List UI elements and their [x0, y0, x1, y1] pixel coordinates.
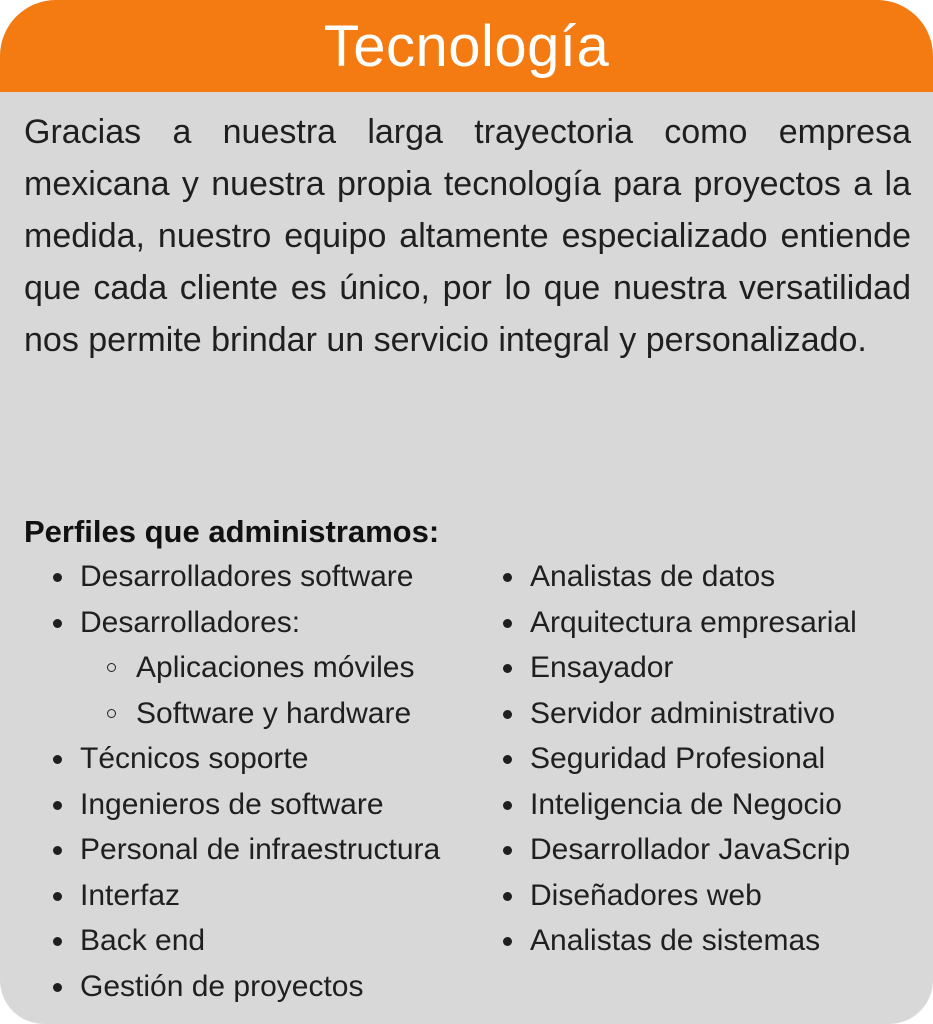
bullet-icon: [503, 846, 512, 855]
list-item-label: Ingenieros de software: [80, 787, 384, 821]
bullet-icon: [503, 892, 512, 901]
list-item-label: Diseñadores web: [530, 878, 762, 912]
sub-list-item: [49, 691, 440, 737]
list-item-label: Seguridad Profesional: [530, 742, 826, 775]
list-item-label: Servidor administrativo: [530, 696, 836, 730]
list-item-label: Analistas de datos: [530, 560, 776, 593]
hollow-bullet-icon: [107, 663, 116, 672]
list-item: [49, 918, 440, 964]
bullet-icon: [503, 801, 512, 810]
list-item: [499, 554, 857, 600]
list-item: [499, 918, 857, 964]
list-item: [49, 827, 440, 873]
list-item-label: Inteligencia de Negocio: [530, 787, 842, 821]
card-header: [0, 0, 933, 92]
list-item-label: Desarrolladores software: [80, 560, 414, 593]
list-item-label: Personal de infraestructura: [80, 833, 441, 866]
sub-list-item: [49, 645, 440, 691]
list-item: [499, 645, 857, 691]
bullet-icon: [53, 755, 62, 764]
list-item: [49, 736, 440, 782]
list-item: [499, 736, 857, 782]
list-item: [49, 600, 440, 646]
list-item-label: Desarrollador JavaScrip: [530, 833, 851, 866]
list-item: [49, 873, 440, 919]
list-item-label: Analistas de sistemas: [530, 924, 821, 957]
bullet-icon: [53, 983, 62, 992]
bullet-icon: [503, 710, 512, 719]
bullet-icon: [503, 937, 512, 946]
bullet-icon: [53, 846, 62, 855]
bullet-icon: [503, 573, 512, 582]
list-item-label: Software y hardware: [136, 696, 412, 730]
card-title: Tecnología: [323, 14, 610, 79]
list-item-label: Ensayador: [530, 651, 674, 684]
hollow-bullet-icon: [107, 709, 116, 718]
bullet-icon: [503, 664, 512, 673]
bullet-icon: [503, 619, 512, 628]
bullet-icon: [53, 892, 62, 901]
list-item-label: Arquitectura empresarial: [530, 605, 857, 639]
bullet-icon: [53, 573, 62, 582]
list-item-label: Back end: [80, 924, 206, 957]
list-item-label: Técnicos soporte: [80, 742, 309, 775]
list-item: [499, 827, 857, 873]
list-item: [499, 782, 857, 828]
list-item-label: Interfaz: [80, 878, 181, 912]
list-item: [499, 691, 857, 737]
list-item-label: Aplicaciones móviles: [136, 651, 415, 684]
list-item: [49, 554, 440, 600]
profiles-heading: Perfiles que administramos:: [24, 514, 440, 549]
bullet-icon: [503, 755, 512, 764]
intro-paragraph: Gracias a nuestra larga trayectoria como empresa mexicana y nuestra propia tecnología para proyectos a la medida, nuestro equipo altamente especializado entiende que cada cliente es único, por lo que nuestra versatilidad nos permite brindar un servicio integral y personalizado.: [24, 113, 911, 359]
list-item: [499, 873, 857, 919]
bullet-icon: [53, 937, 62, 946]
list-item: [49, 782, 440, 828]
bullet-icon: [53, 619, 62, 628]
profiles-list-right: [499, 554, 857, 964]
list-item-label: Desarrolladores:: [80, 605, 301, 639]
list-item-label: Gestión de proyectos: [80, 969, 364, 1003]
profiles-list-left: [49, 554, 440, 1009]
list-item: [49, 964, 440, 1010]
bullet-icon: [53, 801, 62, 810]
list-item: [499, 600, 857, 646]
